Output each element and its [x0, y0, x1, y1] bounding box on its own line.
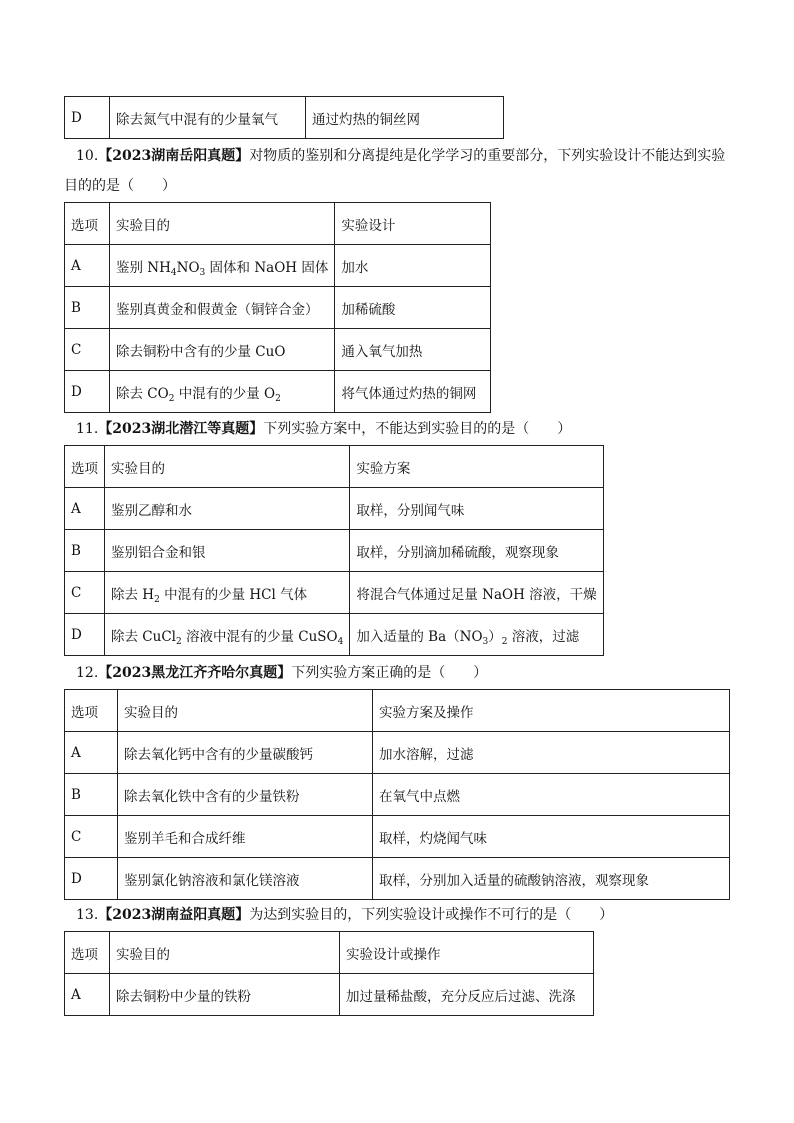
question-10-stem-cont: 目的的是（ ） [64, 178, 176, 194]
question-text: 为达到实验目的，下列实验设计或操作不可行的是（ ） [249, 907, 614, 923]
header-cell: 实验方案 [350, 446, 603, 488]
header-cell: 选项 [65, 203, 110, 245]
table-header [65, 932, 594, 974]
question-text: 对物质的鉴别和分离提纯是化学学习的重要部分，下列实验设计不能达到实验 [249, 148, 726, 164]
plan-cell: 取样，灼烧闻气味 [373, 816, 730, 858]
header-cell: 实验方案及操作 [373, 690, 730, 732]
option-cell: B [65, 774, 118, 816]
goal-cell: 除去 CuCl$_2$ 溶液中混有的少量 CuSO$_4$ [105, 614, 350, 656]
option-cell: D [65, 97, 110, 139]
design-cell: 将气体通过灼热的铜网 [335, 371, 491, 413]
plan-cell: 取样，分别闻气味 [350, 488, 603, 530]
plan-cell: 在氧气中点燃 [373, 774, 730, 816]
option-cell: A [65, 974, 110, 1016]
design-cell: 通过灼热的铜丝网 [306, 97, 504, 139]
option-cell: B [65, 530, 105, 572]
plan-cell: 将混合气体通过足量 NaOH 溶液，干燥 [350, 572, 603, 614]
table-row [65, 245, 491, 287]
option-cell: A [65, 488, 105, 530]
option-cell: D [65, 371, 110, 413]
table-row [65, 858, 730, 900]
table-row [65, 97, 504, 139]
q12-table [64, 689, 730, 900]
design-cell: 加水 [335, 245, 491, 287]
table-header [65, 446, 604, 488]
question-text: 下列实验方案中，不能达到实验目的的是（ ） [263, 421, 572, 437]
table-row [65, 816, 730, 858]
table-row [65, 732, 730, 774]
goal-cell: 鉴别乙醇和水 [105, 488, 350, 530]
plan-cell: 加入适量的 $Ba(NO_3)_2$ 溶液，过滤 [350, 614, 603, 656]
question-number: 11. [76, 421, 99, 437]
header-cell: 实验目的 [118, 690, 373, 732]
option-cell: C [65, 816, 118, 858]
question-number: 12. [76, 665, 99, 681]
option-cell: D [65, 858, 118, 900]
goal-cell: 鉴别氯化钠溶液和氯化镁溶液 [118, 858, 373, 900]
header-cell: 选项 [65, 932, 110, 974]
option-cell: A [65, 245, 110, 287]
header-cell: 实验设计 [335, 203, 491, 245]
q13-table [64, 931, 594, 1016]
goal-cell: 鉴别羊毛和合成纤维 [118, 816, 373, 858]
header-cell: 实验目的 [110, 203, 335, 245]
header-cell: 实验目的 [105, 446, 350, 488]
table-row [65, 329, 491, 371]
goal-cell: 鉴别 $NH_4NO_3$ 固体和 NaOH 固体 [110, 245, 335, 287]
design-cell: 加稀硫酸 [335, 287, 491, 329]
question-number: 13. [76, 907, 99, 923]
table-row [65, 371, 491, 413]
goal-cell: 鉴别铝合金和银 [105, 530, 350, 572]
table-row [65, 287, 491, 329]
question-11-stem [76, 414, 571, 444]
goal-cell: 除去铜粉中少量的铁粉 [110, 974, 340, 1016]
plan-cell: 取样，分别加入适量的硫酸钠溶液，观察现象 [373, 858, 730, 900]
goal-cell: 除去 $CO_2$ 中混有的少量 $O_2$ [110, 371, 335, 413]
table-header [65, 203, 491, 245]
header-cell: 选项 [65, 690, 118, 732]
goal-cell: 除去 $H_2$ 中混有的少量 HCl 气体 [105, 572, 350, 614]
q10-table [64, 202, 491, 413]
question-13-stem [76, 900, 613, 930]
question-number: 10. [76, 148, 99, 164]
option-cell: A [65, 732, 118, 774]
option-cell: B [65, 287, 110, 329]
question-12-stem [76, 658, 487, 688]
goal-cell: 鉴别真黄金和假黄金（铜锌合金） [110, 287, 335, 329]
question-text: 下列实验方案正确的是（ ） [291, 665, 488, 681]
table-row [65, 774, 730, 816]
goal-cell: 除去铜粉中含有的少量 CuO [110, 329, 335, 371]
question-source: 【2023湖南岳阳真题】 [98, 148, 250, 164]
q9-table [64, 96, 504, 139]
plan-cell: 取样，分别滴加稀硫酸，观察现象 [350, 530, 603, 572]
design-cell: 通入氧气加热 [335, 329, 491, 371]
q11-table [64, 445, 604, 656]
header-cell: 选项 [65, 446, 105, 488]
option-cell: C [65, 329, 110, 371]
goal-cell: 除去氧化铁中含有的少量铁粉 [118, 774, 373, 816]
question-source: 【2023湖北潜江等真题】 [98, 421, 264, 437]
table-row [65, 488, 604, 530]
option-cell: D [65, 614, 105, 656]
plan-cell: 加过量稀盐酸，充分反应后过滤、洗涤 [340, 974, 594, 1016]
question-source: 【2023湖南益阳真题】 [98, 907, 250, 923]
goal-cell: 除去氧化钙中含有的少量碳酸钙 [118, 732, 373, 774]
goal-cell: 除去氮气中混有的少量氧气 [110, 97, 306, 139]
option-cell: C [65, 572, 105, 614]
table-row [65, 974, 594, 1016]
table-row [65, 530, 604, 572]
question-source: 【2023黑龙江齐齐哈尔真题】 [98, 665, 292, 681]
question-10-stem [76, 141, 725, 171]
header-cell: 实验目的 [110, 932, 340, 974]
plan-cell: 加水溶解，过滤 [373, 732, 730, 774]
table-header [65, 690, 730, 732]
header-cell: 实验设计或操作 [340, 932, 594, 974]
table-row [65, 572, 604, 614]
table-row [65, 614, 604, 656]
